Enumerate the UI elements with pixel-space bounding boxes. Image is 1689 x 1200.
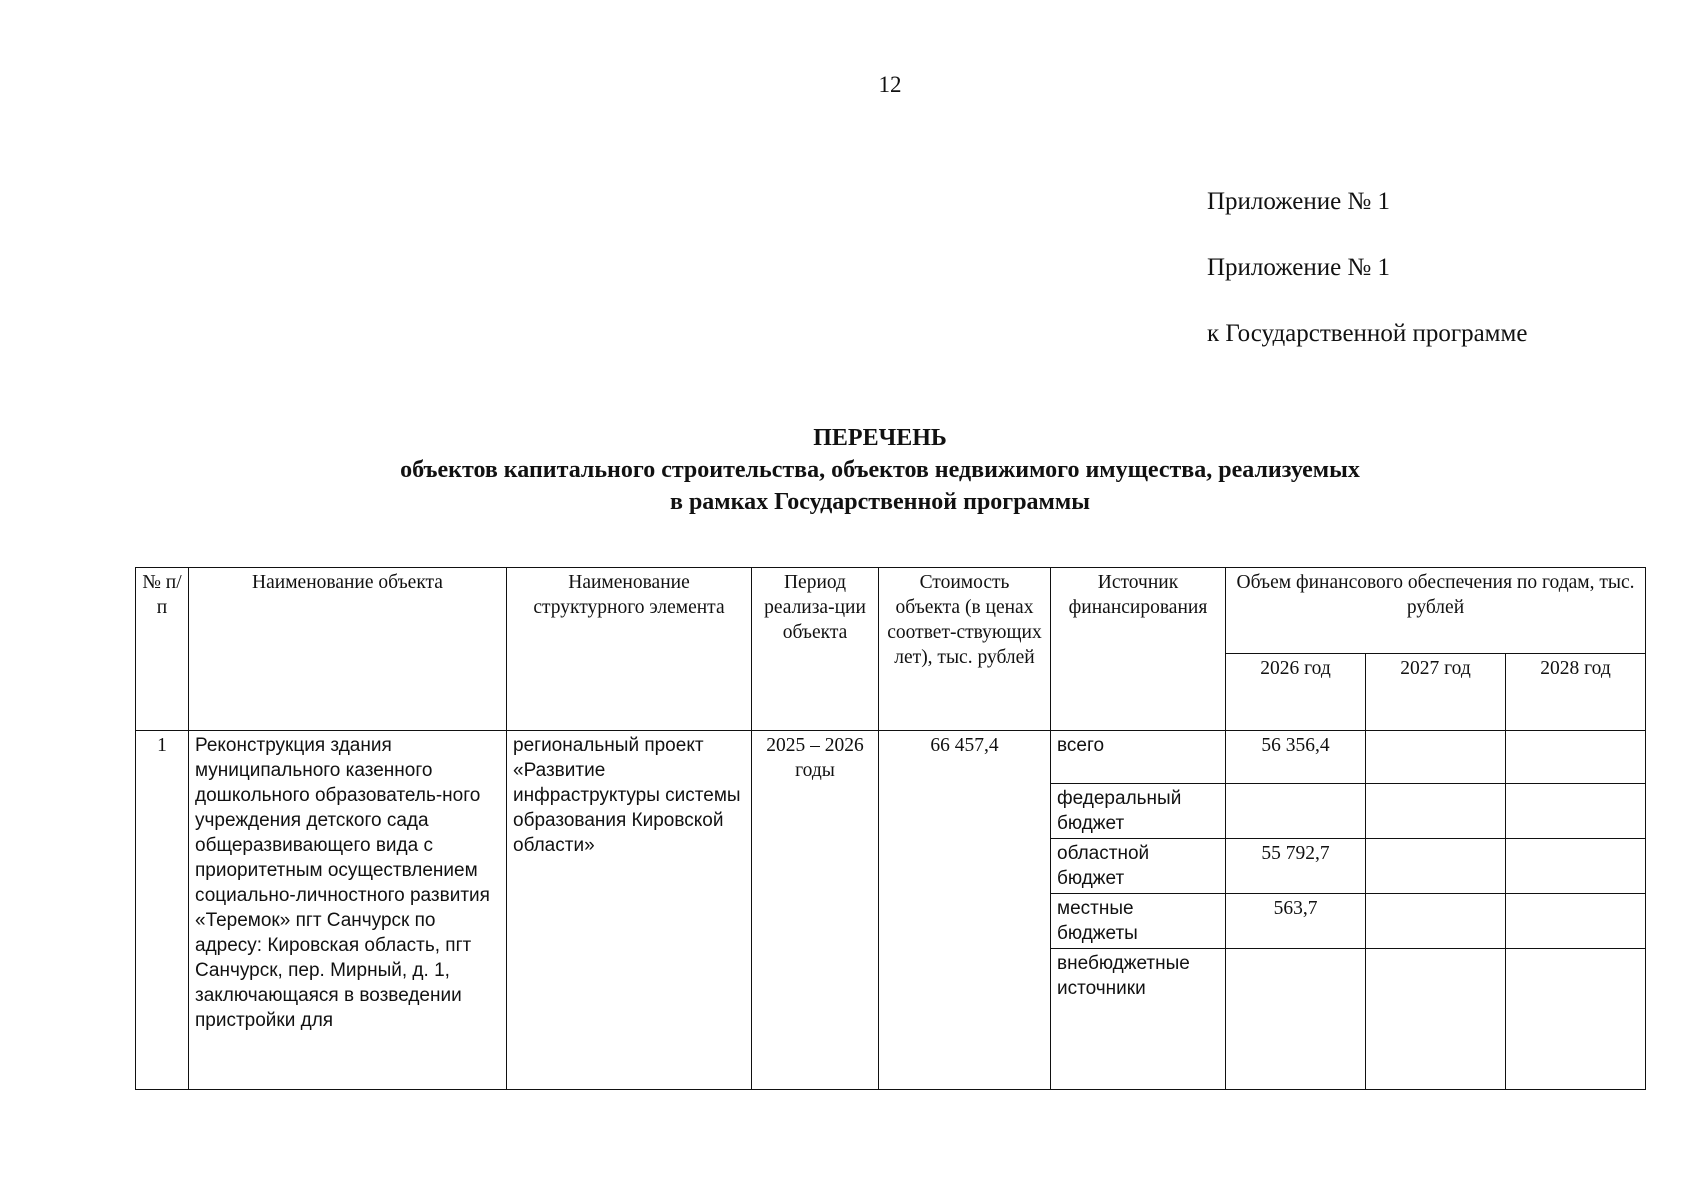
appendix-label-repeat: Приложение № 1 [1207, 254, 1391, 281]
header-source: Источник финансирования [1051, 568, 1226, 731]
header-element-name: Наименование структурного элемента [507, 568, 752, 731]
source-value-2028 [1506, 731, 1646, 784]
source-value-2026 [1226, 784, 1366, 839]
source-value-2027 [1366, 949, 1506, 1090]
table-row [136, 731, 1646, 784]
header-num: № п/п [136, 568, 189, 731]
source-value-2027 [1366, 839, 1506, 894]
source-value-2028 [1506, 839, 1646, 894]
source-value-2026: 563,7 [1226, 894, 1366, 949]
source-value-2028 [1506, 894, 1646, 949]
row-period: 2025 – 2026 годы [752, 731, 879, 1090]
row-element-name: региональный проект «Развитие инфраструктуры системы образования Кировской области» [507, 731, 752, 1090]
header-cost: Стоимость объекта (в ценах соответ-ствующих лет), тыс. рублей [879, 568, 1051, 731]
source-name: внебюджетные источники [1051, 949, 1226, 1090]
row-object-name: Реконструкция здания муниципального казенного дошкольного образователь-ного учреждения детского сада общеразвивающего вида с приоритетным осуществлением социально-личностного развития «Теремок» пгт Санчурск по адресу: Кировская область, пгт Санчурск, пер. Мирный, д. 1, заключающаяся в возведении пристройки для [189, 731, 507, 1090]
source-value-2027 [1366, 731, 1506, 784]
title-subtitle-line1: объектов капитального строительства, объектов недвижимого имущества, реализуемых [400, 457, 1360, 483]
header-volume: Объем финансового обеспечения по годам, тыс. рублей [1226, 568, 1646, 654]
source-name: федеральный бюджет [1051, 784, 1226, 839]
title-subtitle-line2: в рамках Государственной программы [670, 489, 1090, 515]
row-cost: 66 457,4 [879, 731, 1051, 1090]
source-value-2027 [1366, 894, 1506, 949]
document-title [0, 422, 1689, 518]
page-number: 12 [878, 72, 902, 97]
table-header-row [136, 568, 1646, 654]
source-name: областной бюджет [1051, 839, 1226, 894]
row-num: 1 [136, 731, 189, 1090]
title-heading: ПЕРЕЧЕНЬ [813, 425, 947, 451]
source-value-2026: 56 356,4 [1226, 731, 1366, 784]
source-name: местные бюджеты [1051, 894, 1226, 949]
appendix-label: Приложение № 1 [1207, 188, 1391, 215]
header-year-2027: 2027 год [1366, 653, 1506, 730]
source-value-2027 [1366, 784, 1506, 839]
objects-table [135, 567, 1646, 1090]
header-year-2026: 2026 год [1226, 653, 1366, 730]
header-period: Период реализа-ции объекта [752, 568, 879, 731]
header-year-2028: 2028 год [1506, 653, 1646, 730]
source-name: всего [1051, 731, 1226, 784]
source-value-2026: 55 792,7 [1226, 839, 1366, 894]
header-object-name: Наименование объекта [189, 568, 507, 731]
source-value-2028 [1506, 949, 1646, 1090]
appendix-program-label: к Государственной программе [1207, 320, 1528, 347]
source-value-2026 [1226, 949, 1366, 1090]
source-value-2028 [1506, 784, 1646, 839]
